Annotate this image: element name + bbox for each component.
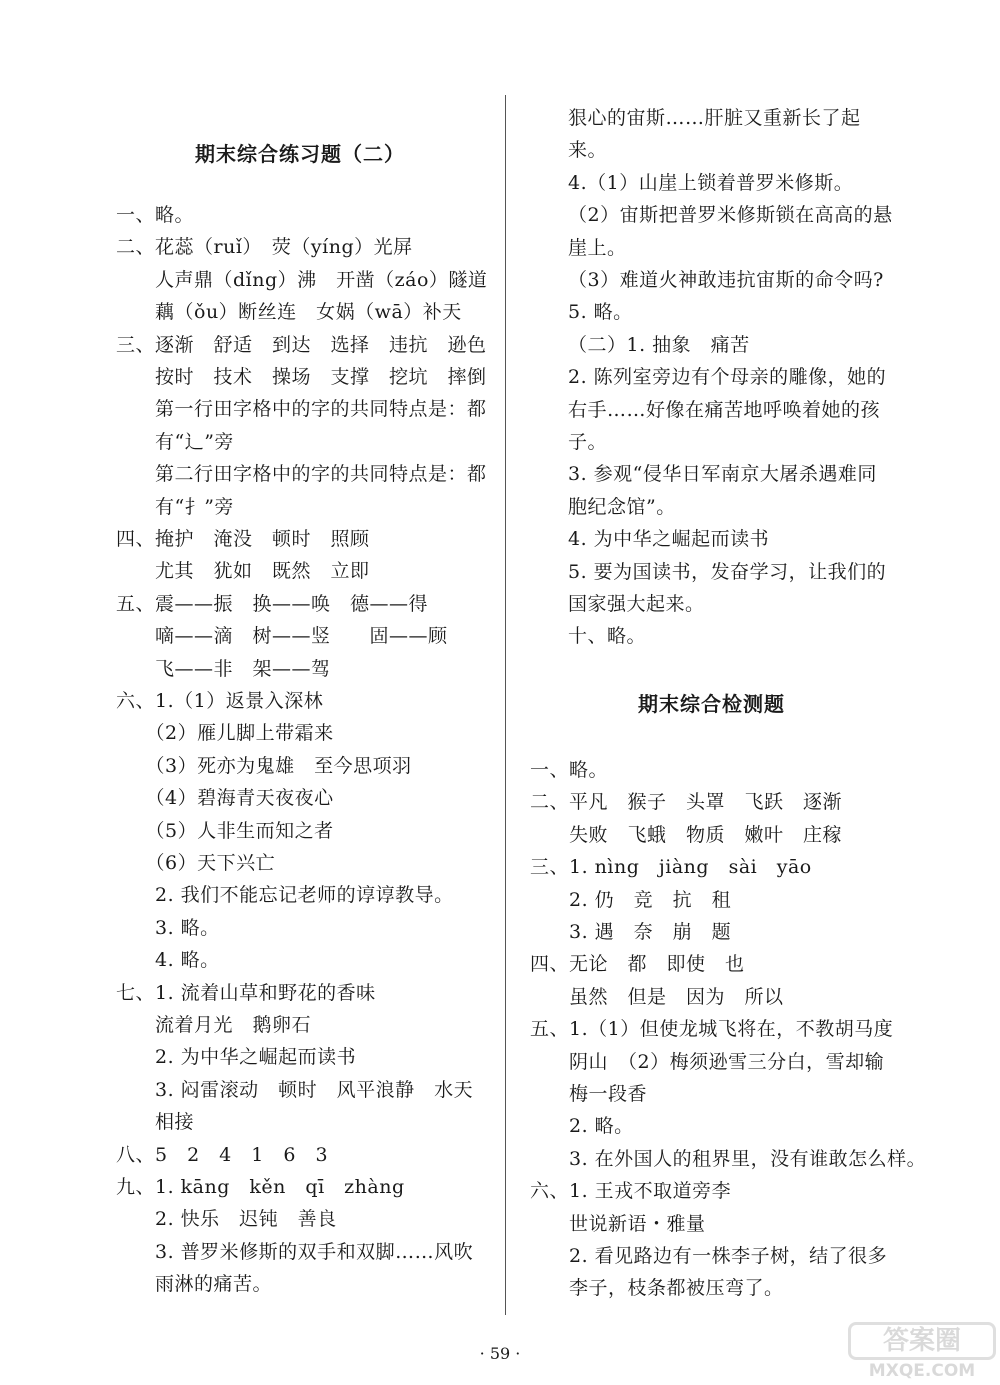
answer-line: 3. 在外国人的租界里，没有谁敢怎么样。: [530, 1147, 927, 1170]
answer-line: 4.（1）山崖上锁着普罗米修斯。: [568, 171, 854, 194]
answer-line: （2）宙斯把普罗米修斯锁在高高的悬: [568, 204, 893, 227]
answer-line: 尤其 犹如 既然 立即: [116, 560, 370, 583]
answer-line: 按时 技术 操场 支撑 挖坑 摔倒: [116, 366, 487, 388]
answer-line: 第一行田字格中的字的共同特点是：都: [116, 398, 487, 421]
answer-line: 阴山 （2）梅须逊雪三分白，雪却输: [530, 1050, 885, 1073]
answer-line: 人声鼎（dǐng）沸 开凿（záo）隧道: [116, 268, 488, 291]
answer-line: 六、1. 王戎不取道旁李: [530, 1180, 732, 1203]
answer-line: 梅一段香: [530, 1083, 648, 1105]
answer-line: 二、平凡 猴子 头罩 飞跃 逐渐: [530, 791, 843, 814]
answer-line: 右手……好像在痛苦地呼唤着她的孩: [568, 398, 881, 421]
answer-line: （2）雁儿脚上带霜来: [116, 722, 334, 745]
answer-line: 飞——非 架——驾: [116, 657, 331, 680]
answer-line: 四、无论 都 即使 也: [530, 953, 745, 976]
answer-line: 2. 陈列室旁边有个母亲的雕像，她的: [568, 366, 887, 389]
section-title-practice: 期末综合练习题（二）: [195, 142, 405, 166]
answer-line: （3）难道火神敢违抗宙斯的命令吗?: [568, 269, 884, 291]
answer-line: 5. 略。: [568, 301, 633, 324]
answer-line: 三、逐渐 舒适 到达 选择 违抗 逊色: [116, 333, 487, 356]
answer-line: 九、1. kāng kěn qī zhàng: [116, 1176, 405, 1198]
answer-line: 4. 略。: [116, 949, 220, 972]
answer-line: 第二行田字格中的字的共同特点是：都: [116, 463, 487, 486]
answer-line: 3. 闷雷滚动 顿时 风平浪静 水天: [116, 1078, 474, 1101]
page-number: · 59 ·: [479, 1344, 521, 1363]
answer-line: 七、1. 流着山草和野花的香味: [116, 981, 376, 1004]
answer-line: 一、略。: [530, 759, 609, 781]
answer-line: 相接: [116, 1111, 195, 1134]
answer-line: （3）死亦为鬼雄 至今思项羽: [116, 754, 412, 777]
watermark-logo-text: 答案圈: [848, 1322, 996, 1360]
answer-line: 五、1.（1）但使龙城飞将在，不教胡马度: [530, 1018, 894, 1041]
answer-line: 2. 看见路边有一株李子树，结了很多: [530, 1245, 888, 1267]
answer-line: 有“扌”旁: [116, 495, 234, 518]
answer-line: 藕（ǒu）断丝连 女娲（wā）补天: [116, 301, 462, 324]
answer-line: 胞纪念馆”。: [568, 495, 676, 518]
answer-line: 李子，枝条都被压弯了。: [530, 1277, 784, 1300]
answer-line: （6）天下兴亡: [116, 852, 276, 874]
answer-line: 崖上。: [568, 236, 627, 259]
answer-line: 有“辶”旁: [116, 430, 234, 453]
column-divider: [505, 95, 506, 1315]
answer-line: 四、掩护 淹没 顿时 照顾: [116, 528, 370, 550]
answer-line: 2. 我们不能忘记老师的谆谆教导。: [116, 884, 454, 907]
answer-line: 五、震——振 换——唤 德——得: [116, 592, 429, 615]
answer-line: 一、略。: [116, 204, 195, 226]
answer-line: 雨淋的痛苦。: [116, 1273, 273, 1296]
answer-line: 子。: [568, 431, 608, 453]
answer-line: 来。: [568, 139, 608, 162]
answer-line: 狠心的宙斯……肝脏又重新长了起: [568, 107, 861, 129]
answer-line: 2. 为中华之崛起而读书: [116, 1046, 357, 1069]
answer-line: 六、1.（1）返景入深林: [116, 690, 324, 712]
answer-line: （5）人非生而知之者: [116, 819, 334, 842]
answer-line: 虽然 但是 因为 所以: [530, 985, 784, 1008]
section-title-exam: 期末综合检测题: [638, 692, 785, 716]
answer-line: 流着月光 鹅卵石: [116, 1014, 312, 1036]
answer-line: 八、5 2 4 1 6 3: [116, 1143, 329, 1166]
answer-line: 3. 参观“侵华日军南京大屠杀遇难同: [568, 463, 877, 486]
answer-line: 二、花蕊（ruǐ） 荧（yíng）光屏: [116, 236, 413, 259]
answer-line: （4）碧海青天夜夜心: [116, 787, 334, 810]
watermark-logo: [848, 1322, 996, 1382]
answer-line: 2. 略。: [530, 1115, 634, 1138]
answer-line: 世说新语・雅量: [530, 1212, 706, 1235]
answer-line: 失败 飞蛾 物质 嫩叶 庄稼: [530, 823, 843, 846]
answer-line: 三、1. nìng jiàng sài yāo: [530, 856, 812, 879]
answer-line: 国家强大起来。: [568, 593, 705, 615]
answer-line: 2. 快乐 迟钝 善良: [116, 1208, 337, 1231]
answer-line: 十、略。: [568, 625, 647, 648]
answer-line: 3. 略。: [116, 916, 220, 939]
answer-line: 3. 遇 奈 崩 题: [530, 921, 732, 943]
answer-line: 嘀——滴 树——竖 固——顾: [116, 625, 448, 648]
answer-line: 5. 要为国读书，发奋学习，让我们的: [568, 560, 887, 583]
answer-line: 3. 普罗米修斯的双手和双脚……风吹: [116, 1240, 474, 1263]
answer-line: （二）1. 抽象 痛苦: [568, 333, 750, 356]
watermark-url: MXQE.COM: [868, 1361, 976, 1381]
answer-line: 2. 仍 竞 抗 租: [530, 888, 732, 911]
answer-line: 4. 为中华之崛起而读书: [568, 528, 770, 551]
